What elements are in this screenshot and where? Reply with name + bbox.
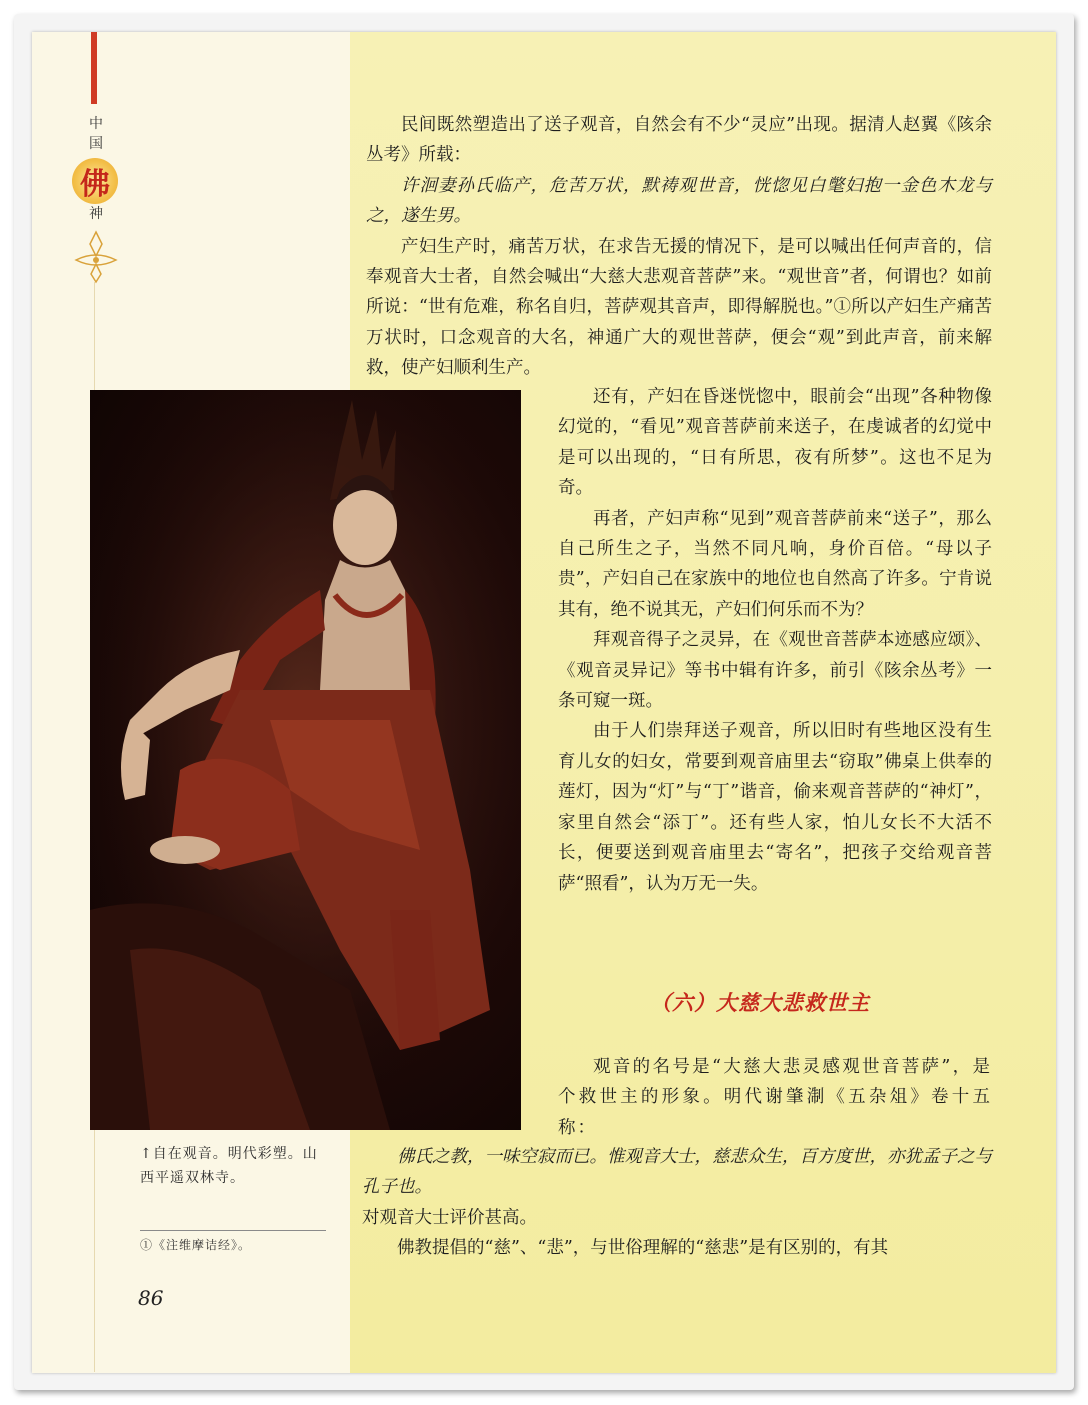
running-head-char-3: 神 [89, 206, 103, 222]
paragraph: 还有，产妇在昏迷恍惚中，眼前会“出现”各种物像幻觉的，“看见”观音菩萨前来送子，在虔诚者的幻觉中是可以出现的，“日有所思，夜有所梦”。这也不足为奇。 [558, 387, 992, 499]
running-head-char-1: 中 [89, 116, 103, 132]
footnote: ①《注维摩诘经》。 [140, 1238, 252, 1252]
paragraph: 由于人们崇拜送子观音，所以旧时有些地区没有生育儿女的妇女，常要到观音庙里去“窃取”佛桌上供奉的莲灯，因为“灯”与“丁”谐音，偷来观音菩萨的“神灯”，家里自然会“添丁”。还有些人家，怕儿女长不大活不长，便要送到观音庙里去“寄名”，把孩子交给观音菩萨“照看”，认为万无一失。 [558, 721, 992, 894]
paragraph: 产妇生产时，痛苦万状，在求告无援的情况下，是可以喊出任何声音的，信奉观音大士者，自然会喊出“大慈大悲观音菩萨”来。“观世音”者，何谓也？如前所说：“世有危难，称名自归，菩萨观其音声，即得解脱也。”①所以产妇生产痛苦万状时，口念观音的大名，神通广大的观世菩萨，便会“观”到此声音，前来解救，使产妇顺利生产。 [366, 236, 992, 379]
text-block-bottom [362, 1142, 992, 1264]
text-block-right [558, 382, 992, 899]
statue-illustration [90, 390, 521, 1130]
text-block-top [366, 110, 992, 384]
quote-paragraph: 许洄妻孙氏临产，危苦万状，默祷观世音，恍惚见白氅妇抱一金色木龙与之，遂生男。 [366, 175, 992, 227]
footnote-rule [140, 1230, 326, 1231]
paragraph: 再者，产妇声称“见到”观音菩萨前来“送子”，那么自己所生之子，当然不同凡响，身价百倍。“母以子贵”，产妇自己在家族中的地位也自然高了许多。宁肯说其有，绝不说其无，产妇们何乐而不为？ [558, 508, 992, 620]
lotus-ornament-icon [72, 230, 120, 286]
running-head-bar [91, 32, 97, 104]
running-head-emblem [72, 158, 118, 204]
quote-paragraph: 佛氏之教，一味空寂而已。惟观音大士，慈悲众生，百方度世，亦犹孟子之与孔子也。 [362, 1147, 992, 1198]
paragraph: 民间既然塑造出了送子观音，自然会有不少“灵应”出现。据清人赵翼《陔余丛考》所载： [366, 115, 992, 166]
paragraph: 对观音大士评价甚高。 [362, 1207, 537, 1228]
paragraph: 拜观音得子之灵异，在《观世音菩萨本迹感应颂》、《观音灵异记》等书中辑有许多，前引《陔余丛考》一条可窥一斑。 [558, 630, 992, 712]
paragraph: 观音的名号是“大慈大悲灵感观世音菩萨”，是个救世主的形象。明代谢肇淛《五杂俎》卷十五称： [558, 1057, 992, 1138]
book-page [32, 32, 1056, 1373]
photo-caption: ↑自在观音。明代彩塑。山西平遥双林寺。 [140, 1146, 318, 1186]
guanyin-statue-photo [90, 390, 521, 1130]
paragraph: 佛教提倡的“慈”、“悲”，与世俗理解的“慈悲”是有区别的，有其 [397, 1238, 889, 1259]
section-heading: （六）大慈大悲救世主 [650, 990, 870, 1015]
running-head-char-2: 国 [89, 136, 103, 152]
text-block-after-heading [558, 1052, 992, 1143]
running-head-emblem-char: 佛 [80, 167, 110, 202]
page-number: 86 [138, 1286, 164, 1310]
